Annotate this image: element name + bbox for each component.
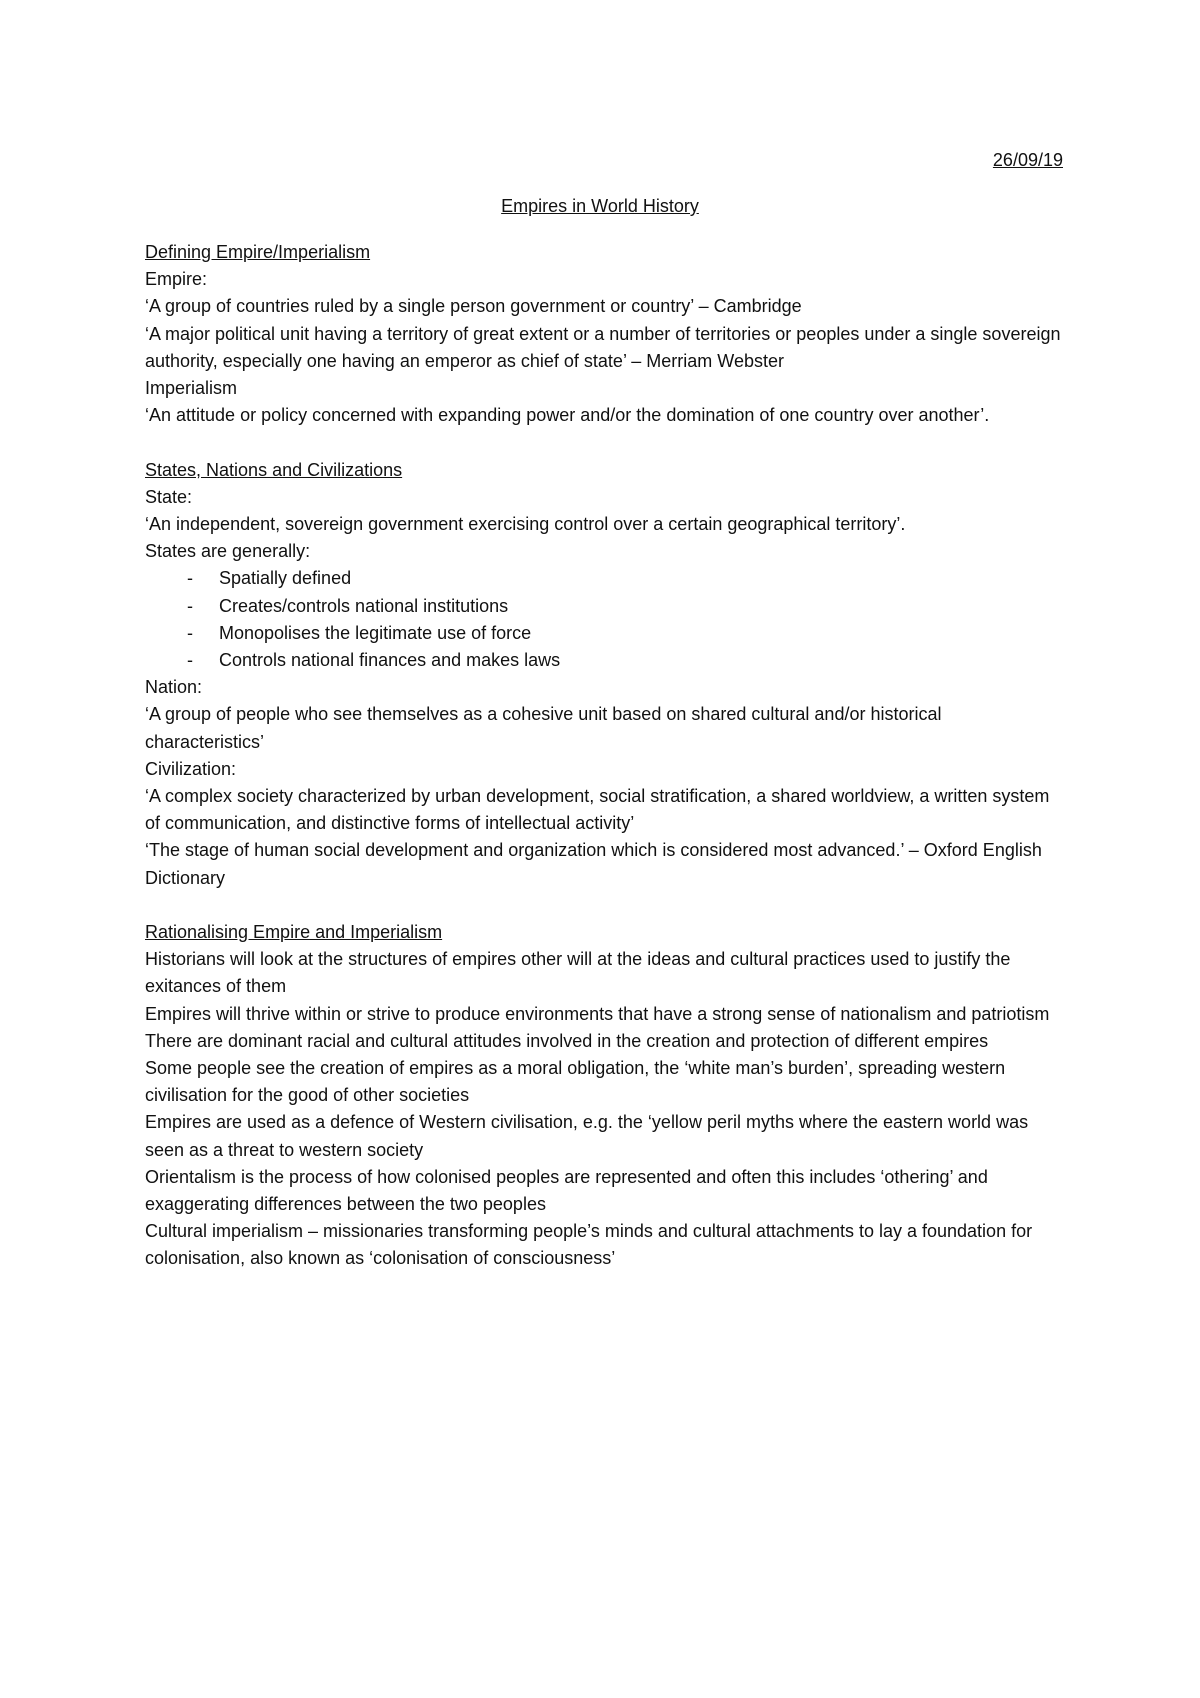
dash-bullet: - [187,595,193,616]
imperialism-definition: ‘An attitude or policy concerned with expanding power and/or the domination of one country over another’. [145,405,990,426]
states-generally: States are generally: [145,541,311,562]
document-body [145,239,1065,1273]
imperialism-label: Imperialism [145,378,238,399]
paragraph: Cultural imperialism – missionaries transforming people’s minds and cultural attachments to lay a foundation for colonisation, also known as ‘colonisation of consciousness’ [145,1221,1033,1269]
blank-line [145,429,1065,456]
states-bullet-list [145,565,1065,674]
empire-definition-cambridge: ‘A group of countries ruled by a single person government or country’ – Cambridge [145,296,802,317]
paragraph: Empires will thrive within or strive to produce environments that have a strong sense of nationalism and patriotism [145,1003,1050,1024]
dash-bullet: - [187,650,193,671]
paragraph: Some people see the creation of empires as a moral obligation, the ‘white man’s burden’, spreading western civilisation for the good of other societies [145,1058,1006,1106]
paragraph: Orientalism is the process of how colonised peoples are represented and often this includes ‘othering’ and exaggerating differences between the two peoples [145,1166,988,1215]
list-item [145,565,1065,592]
document-title: Empires in World History [501,196,699,216]
section-heading-rationalising: Rationalising Empire and Imperialism [145,922,443,943]
list-item-text: Creates/controls national institutions [219,595,509,616]
civilization-label: Civilization: [145,758,237,779]
dash-bullet: - [187,622,193,643]
list-item-text: Monopolises the legitimate use of force [219,622,532,643]
dash-bullet: - [187,568,193,589]
section-heading-states: States, Nations and Civilizations [145,459,403,480]
list-item [145,620,1065,647]
blank-line [145,892,1065,919]
list-item-text: Controls national finances and makes laws [219,650,561,671]
civilization-definition: ‘A complex society characterized by urban development, social stratification, a shared worldview, a written system of communication, and distinctive forms of intellectual activity’ [145,786,1050,834]
list-item-text: Spatially defined [219,568,352,589]
state-definition: ‘An independent, sovereign government exercising control over a certain geographical territory’. [145,514,906,535]
paragraph: Historians will look at the structures of empires other will at the ideas and cultural practices used to justify the exitances of them [145,949,1011,997]
nation-definition: ‘A group of people who see themselves as a cohesive unit based on shared cultural and/or historical characteristics’ [145,704,942,752]
document-title-container [0,193,1200,220]
section-heading-defining: Defining Empire/Imperialism [145,242,371,262]
document-date: 26/09/19 [992,150,1063,170]
list-item [145,593,1065,620]
empire-label: Empire: [145,269,208,290]
nation-label: Nation: [145,677,203,698]
paragraph: There are dominant racial and cultural attitudes involved in the creation and protection of different empires [145,1030,989,1051]
state-label: State: [145,486,193,507]
list-item [145,647,1065,674]
civilization-definition-oxford: ‘The stage of human social development and organization which is considered most advanced.’ – Oxford English Dictionary [145,840,1042,888]
empire-definition-merriam: ‘A major political unit having a territory of great extent or a number of territories or peoples under a single sovereign authority, especially one having an emperor as chief of state’ – Merriam Webster [145,323,1061,371]
paragraph: Empires are used as a defence of Western civilisation, e.g. the ‘yellow peril myths where the eastern world was seen as a threat to western society [145,1112,1029,1160]
